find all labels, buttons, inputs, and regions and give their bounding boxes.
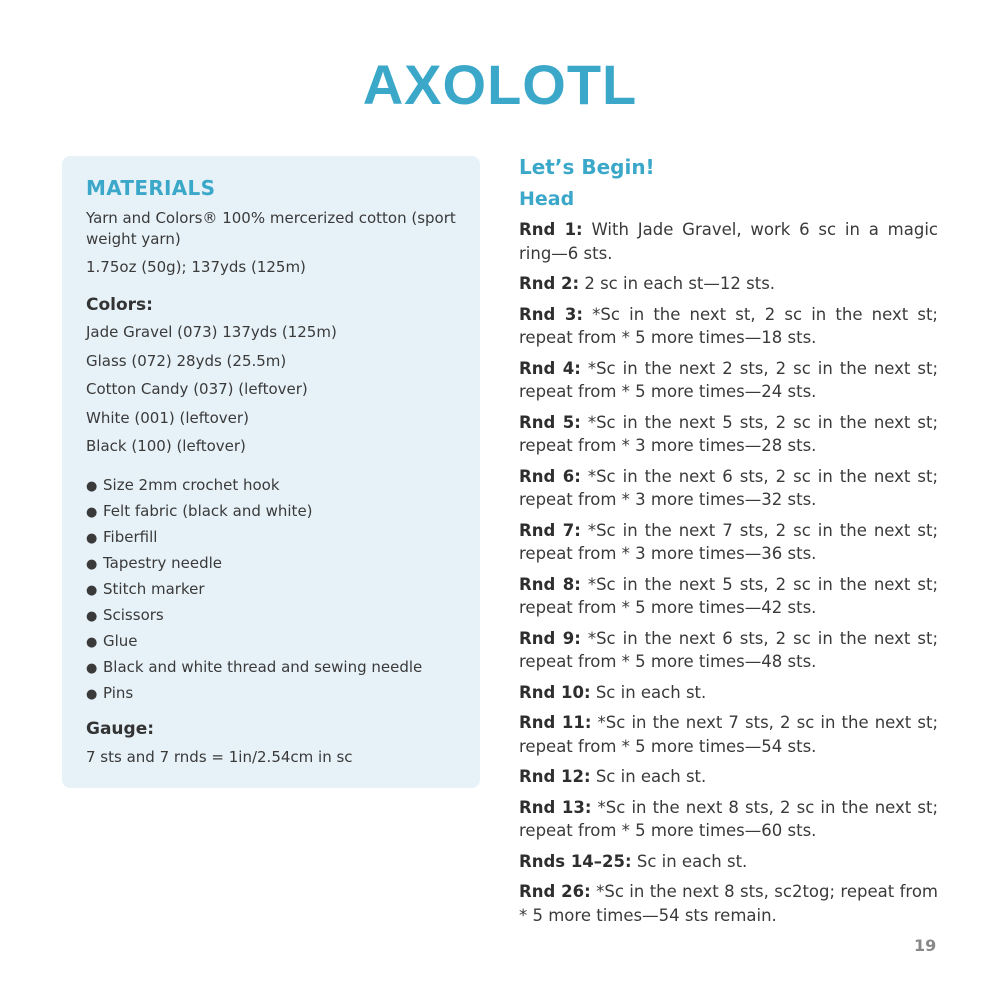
color-item: Black (100) (leftover) [86, 437, 246, 455]
pattern-heading: Let’s Begin! [519, 155, 655, 179]
tool-item [86, 579, 460, 601]
tool-item [86, 605, 460, 627]
round-label: Rnd 12: [519, 767, 591, 786]
round-text: *Sc in the next 7 sts, 2 sc in the next st; repeat from * 3 more times—36 sts. [519, 520, 939, 563]
tool-label: Fiberfill [103, 528, 158, 546]
round-instruction [519, 765, 938, 789]
tool-item [86, 501, 460, 523]
page-title: AXOLOTL [362, 53, 638, 116]
yarn-weight-line: 1.75oz (50g); 137yds (125m) [86, 258, 306, 276]
tool-label: Glue [103, 632, 138, 650]
tool-label: Black and white thread and sewing needle [103, 658, 423, 676]
round-text: *Sc in the next st, 2 sc in the next st; repeat from * 5 more times—18 sts. [519, 304, 938, 347]
round-text: 2 sc in each st—12 sts. [584, 274, 776, 293]
page-number: 19 [914, 936, 937, 955]
color-item: Glass (072) 28yds (25.5m) [86, 351, 287, 370]
gauge-heading: Gauge: [86, 719, 155, 739]
tool-label: Stitch marker [103, 580, 205, 598]
round-text: *Sc in the next 2 sts, 2 sc in the next st; repeat from * 5 more times—24 sts. [519, 358, 939, 401]
round-instruction [519, 880, 938, 927]
tool-item [86, 527, 460, 549]
round-label: Rnd 3: [519, 304, 583, 324]
round-label: Rnd 5: [519, 412, 581, 432]
tool-item [86, 683, 460, 705]
round-instruction [519, 573, 938, 620]
tool-label: Size 2mm crochet hook [103, 476, 280, 494]
round-instruction [519, 218, 938, 265]
round-label: Rnd 26: [519, 882, 591, 901]
bullet-icon: ● [86, 635, 98, 650]
bullet-icon: ● [86, 661, 98, 676]
round-label: Rnd 11: [519, 713, 592, 732]
materials-panel [62, 156, 480, 788]
round-text: Sc in each st. [636, 851, 748, 871]
round-text: *Sc in the next 8 sts, sc2tog; repeat from * 5 more times—54 sts remain. [519, 882, 938, 925]
tool-item [86, 657, 460, 679]
section-heading: Head [519, 188, 575, 210]
round-text: *Sc in the next 6 sts, 2 sc in the next st; repeat from * 3 more times—32 sts. [519, 466, 939, 509]
tool-label: Tapestry needle [103, 554, 223, 572]
round-label: Rnd 7: [519, 520, 581, 540]
color-item: Cotton Candy (037) (leftover) [86, 380, 308, 398]
bullet-icon: ● [86, 609, 98, 624]
round-text: Sc in each st. [595, 767, 707, 786]
color-item: Jade Gravel (073) 137yds (125m) [86, 323, 337, 341]
round-instruction [519, 411, 938, 458]
tool-item [86, 475, 460, 497]
bullet-icon: ● [86, 479, 98, 494]
colors-heading: Colors: [86, 295, 153, 315]
bullet-icon: ● [86, 505, 98, 520]
round-text: *Sc in the next 8 sts, 2 sc in the next st; repeat from * 5 more times—60 sts. [519, 797, 939, 840]
tool-label: Scissors [103, 606, 164, 624]
round-instruction [519, 850, 938, 874]
pattern-column [519, 152, 938, 934]
round-text: *Sc in the next 5 sts, 2 sc in the next st; repeat from * 3 more times—28 sts. [519, 412, 939, 455]
round-instruction [519, 272, 938, 296]
bullet-icon: ● [86, 531, 98, 546]
round-label: Rnd 6: [519, 466, 581, 486]
round-label: Rnds 14–25: [519, 851, 632, 871]
tools-list [86, 475, 460, 705]
bullet-icon: ● [86, 583, 98, 598]
round-text: With Jade Gravel, work 6 sc in a magic ring—6 sts. [519, 220, 938, 263]
tool-label: Felt fabric (black and white) [103, 502, 313, 520]
colors-list [86, 322, 460, 457]
round-instruction [519, 796, 938, 843]
round-label: Rnd 8: [519, 574, 581, 594]
round-label: Rnd 13: [519, 797, 592, 817]
round-label: Rnd 9: [519, 628, 581, 648]
round-text: *Sc in the next 5 sts, 2 sc in the next st; repeat from * 5 more times—42 sts. [519, 574, 939, 617]
round-instruction [519, 627, 938, 674]
color-item: White (001) (leftover) [86, 408, 249, 427]
round-label: Rnd 1: [519, 220, 583, 239]
round-label: Rnd 4: [519, 358, 581, 378]
round-instruction [519, 303, 938, 350]
round-text: Sc in each st. [595, 682, 707, 702]
tool-item [86, 631, 460, 653]
tool-label: Pins [103, 684, 134, 702]
gauge-text: 7 sts and 7 rnds = 1in/2.54cm in sc [86, 748, 353, 766]
round-instruction [519, 357, 938, 404]
bullet-icon: ● [86, 687, 98, 702]
round-instruction [519, 681, 938, 705]
tool-item [86, 553, 460, 575]
round-label: Rnd 2: [519, 274, 580, 293]
round-instruction [519, 711, 938, 758]
bullet-icon: ● [86, 557, 98, 572]
round-instruction [519, 465, 938, 512]
round-label: Rnd 10: [519, 682, 591, 702]
yarn-line: Yarn and Colors® 100% mercerized cotton (sport weight yarn) [86, 209, 456, 248]
round-text: *Sc in the next 6 sts, 2 sc in the next st; repeat from * 5 more times—48 sts. [519, 628, 939, 671]
materials-heading: MATERIALS [86, 176, 216, 200]
round-instruction [519, 519, 938, 566]
round-text: *Sc in the next 7 sts, 2 sc in the next st; repeat from * 5 more times—54 sts. [519, 713, 939, 756]
